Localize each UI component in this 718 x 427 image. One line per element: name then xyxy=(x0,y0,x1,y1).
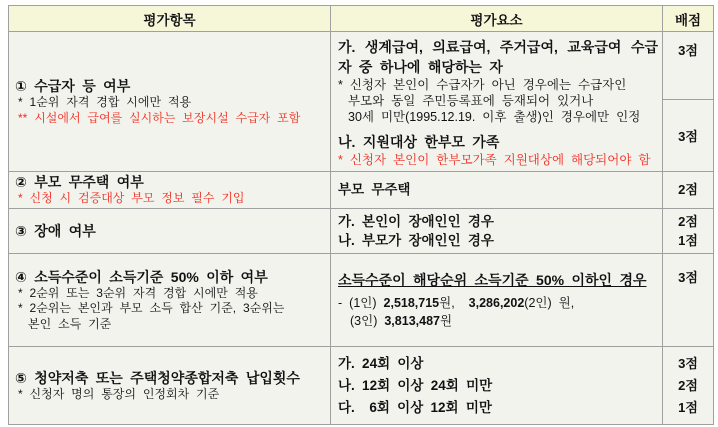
row3-item-cell xyxy=(9,209,331,254)
row5-factor-b: 나. 12회 이상 24회 미만 xyxy=(338,377,493,393)
row4-score: 3점 xyxy=(678,270,698,285)
header-cell-factor: 평가요소 xyxy=(331,6,663,32)
row4-factor-cell xyxy=(331,254,663,347)
row2-item-note1: * 신청 시 검증대상 부모 정보 필수 기입 xyxy=(18,191,245,206)
row4-amount-line1 xyxy=(338,294,658,312)
row4-amount-suffix: 원 xyxy=(439,314,453,328)
row2-score: 2점 xyxy=(678,182,698,197)
row4-amount-line2 xyxy=(338,312,658,330)
row1-item-cell xyxy=(9,32,331,172)
header-cell-item: 평가항목 xyxy=(9,6,331,32)
row5-item-title: ⑤ 청약저축 또는 주택청약종합저축 납입횟수 xyxy=(15,369,300,386)
row3-score-cell xyxy=(663,209,713,254)
row1-score-a: 3점 xyxy=(663,32,713,100)
row4-amount-prefix: - (1인) xyxy=(338,296,384,310)
row5-factor-cell xyxy=(331,347,663,424)
row4-item-title: ④ 소득수준이 소득기준 50% 이하 여부 xyxy=(15,268,268,285)
row2-item-cell xyxy=(9,172,331,209)
row5-score-c: 1점 xyxy=(678,399,698,415)
row5-factor-c: 다. 6회 이상 12회 미만 xyxy=(338,399,492,415)
row1-score-cell xyxy=(663,32,713,172)
row3-score-a: 2점 xyxy=(678,214,698,229)
row1-factor-a-note3: 30세 미만(1995.12.19. 이후 출생)인 경우에만 인정 xyxy=(348,110,641,124)
row1-factor-a-note2: 부모와 동일 주민등록표에 등재되어 있거나 xyxy=(348,94,594,108)
row3-factor-b: 나. 부모가 장애인인 경우 xyxy=(338,233,494,248)
row1-factor-a-note1: * 신청자 본인이 수급자가 아닌 경우에는 수급자인 xyxy=(338,78,627,92)
row3-item-title: ③ 장애 여부 xyxy=(15,223,96,239)
row1-score-b: 3점 xyxy=(678,129,698,144)
row5-score-a: 3점 xyxy=(678,355,698,371)
row4-amount-3: 3,813,487 xyxy=(384,314,440,328)
header-cell-score: 배점 xyxy=(663,6,713,32)
row4-amount-1: 2,518,715 xyxy=(383,296,440,310)
row1-item-title: ① 수급자 등 여부 xyxy=(15,78,131,94)
row1-factor-a-title: 가. 생계급여, 의료급여, 주거급여, 교육급여 수급자 중 하나에 해당하는 자 xyxy=(338,39,658,75)
row4-score-cell xyxy=(663,254,713,347)
row4-item-cell xyxy=(9,254,331,347)
row3-score-b: 1점 xyxy=(678,233,698,248)
row4-amount-mid2: (2인) 원, xyxy=(524,296,575,310)
row5-factor-a: 가. 24회 이상 xyxy=(338,355,424,371)
row1-item-note1: * 1순위 자격 경합 시에만 적용 xyxy=(18,95,192,109)
row2-factor-text: 부모 무주택 xyxy=(338,182,411,197)
row4-item-note2: * 2순위는 본인과 부모 소득 합산 기준, 3순위는 xyxy=(18,301,285,316)
row5-item-note1: * 신청자 명의 통장의 인정회차 기준 xyxy=(18,386,220,401)
row4-amount-2: 3,286,202 xyxy=(468,296,525,310)
row1-factor-b-title: 나. 지원대상 한부모 가족 xyxy=(338,134,500,150)
row5-score-b: 2점 xyxy=(678,377,698,393)
row4-amount-mid1: 원, xyxy=(439,296,469,310)
evaluation-criteria-table xyxy=(8,5,714,425)
row4-amount-cont-prefix: (3인) xyxy=(350,314,385,328)
row4-factor-title: 소득수준이 해당순위 소득기준 50% 이하인 경우 xyxy=(338,272,647,288)
row5-score-cell xyxy=(663,347,713,424)
row2-factor-cell xyxy=(331,172,663,209)
row5-item-cell xyxy=(9,347,331,424)
row1-factor-b-note: * 신청자 본인이 한부모가족 지원대상에 해당되어야 함 xyxy=(338,153,651,167)
row3-factor-a: 가. 본인이 장애인인 경우 xyxy=(338,214,494,229)
row3-factor-cell xyxy=(331,209,663,254)
row4-item-note1: * 2순위 또는 3순위 자격 경합 시에만 적용 xyxy=(18,285,258,300)
row2-item-title: ② 부모 무주택 여부 xyxy=(15,174,144,191)
row4-item-note2-cont: 본인 소득 기준 xyxy=(28,316,112,331)
row2-score-cell xyxy=(663,172,713,209)
row1-factor-cell xyxy=(331,32,663,172)
row1-item-note2: ** 시설에서 급여를 실시하는 보장시설 수급자 포함 xyxy=(18,110,301,125)
row1-factor-spacer xyxy=(338,125,658,132)
